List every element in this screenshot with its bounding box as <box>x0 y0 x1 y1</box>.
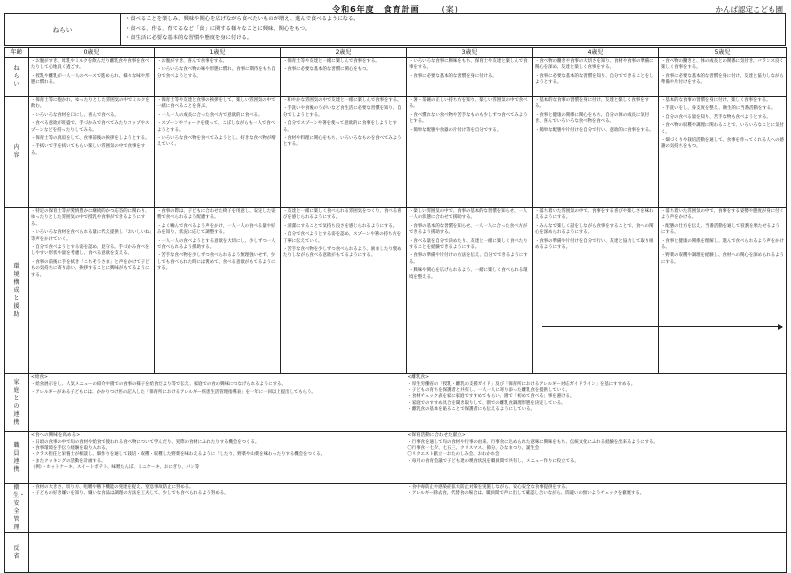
cell <box>29 208 155 374</box>
list-item: ・子どもの育ちを保護者と共有し、一人一人に寄り添った離乳食を提供していく。 <box>407 388 570 393</box>
list-item: ・野菜の収穫や調理を経験し、食材への関心を深められるようにする。 <box>661 253 784 265</box>
cell <box>281 58 407 97</box>
list-item: ・食事の準備や片付けを自分で行い、友達と協力して取り組めるようにする。 <box>535 238 654 251</box>
list-item: ・保育士等や友達と食事の挨拶をして、楽しい雰囲気の中で一緒に食べることを喜ぶ。 <box>157 98 276 110</box>
family-left <box>31 375 408 414</box>
list-item: ・保育士等に抱かれ、ゆったりとした雰囲気の中でミルクを飲む。 <box>31 98 150 110</box>
list-item: ・楽しい雰囲気の中で、食事の基本的な習慣を知らせ、一人一人の状態に合わせて援助する。 <box>409 209 528 221</box>
aims-line: ・食べることを楽しみ、興味や関心を広げながら食べたいものが増え、進んで食べるようになる。 <box>125 16 359 22</box>
list-item: ・食事の準備や片付けの方法を伝え、自分でできるようにする。 <box>409 253 528 265</box>
section-heading: <離乳食> <box>407 375 429 380</box>
list-item: 〇行事食一七夕、七五三、クリスマス、節分、ひなまつり、誕生会 <box>407 446 540 451</box>
row-family <box>5 374 787 432</box>
page-title: 令和6年度 食育計画 (案) <box>332 5 459 14</box>
row-staff <box>5 432 787 484</box>
org-name: かんば認定こども園 <box>715 5 783 14</box>
aims-line: ・食生活に必要な基本的な習慣や態度を身に付ける。 <box>125 35 253 41</box>
age-header: 3歳児 <box>407 48 533 58</box>
row-aims <box>5 58 787 97</box>
list-item: ・毎月の食育会議で子ども達の喫食状況を職員間で共有し、メニュー作りに役立てる。 <box>407 458 579 464</box>
cell <box>155 58 281 97</box>
list-item: ・配膳の仕方を伝え、当番活動を通して役割を果たせるようにする。 <box>661 223 780 236</box>
cell <box>29 97 155 208</box>
list-item: ・食事に必要な基本的な習慣を知り、自分でできることをしようとする。 <box>535 73 654 86</box>
list-item: ・行事食を通して旬の食材や行事の由来、行事食に込められた意味に興味をもち、伝統文化にふれる経験を出来るようにする。 <box>407 439 658 445</box>
cell <box>407 58 533 97</box>
list-item: ・落ち着いた雰囲気の中で、食事をする喜びや楽しさを味わえるようにする。 <box>535 209 654 221</box>
cell <box>659 58 787 97</box>
cell <box>659 208 787 374</box>
row-label: 反省 <box>5 533 29 573</box>
list-item: ・食事の際は、子どもに合わせた椅子を用意し、安定した姿勢で食べられるよう配慮する。 <box>157 209 276 221</box>
list-item: ・いろいろな食べ物の味や形態に慣れ、食事に期待をもち自分で食べようとする。 <box>157 67 276 79</box>
list-item: ・またクッキングの活動を計画する。 <box>31 458 106 464</box>
list-item: ・いろいろな食事に興味をもち、保育士や友達と楽しんで食事をする。 <box>409 59 528 71</box>
list-item: ・食事に必要な基本的な習慣を身に付け、友達と協力しながら準備や片付けをする。 <box>661 73 784 86</box>
list-item: ・食事と健康の関係を理解し、進んで食べられるよう声をかける。 <box>661 238 784 251</box>
list-item: ・手洗いや食後のうがいなど食生活に必要な習慣を知り、自分でしようとする。 <box>283 106 402 118</box>
cell <box>155 208 281 374</box>
cell <box>281 208 407 374</box>
row-reflection <box>5 533 787 573</box>
continuation-arrow <box>542 326 782 327</box>
row-label: 家庭との連携 <box>5 374 29 432</box>
age-header: 0歳児 <box>29 48 155 58</box>
row-label: 内容 <box>5 97 29 208</box>
list-item: ・落ち着いた雰囲気の中で、食事をする姿勢や態度が身に付くよう声をかける。 <box>661 209 784 221</box>
list-item: ・お腹がすき、母乳やミルクを飲んだり離乳食や食事を食べたりして心地良く過ごす。 <box>31 59 150 71</box>
aims-line: ・食べる、作る、育てるなど「食」に関する様々なことに興味、関心をもつ。 <box>125 25 311 32</box>
age-header: 1歳児 <box>155 48 281 58</box>
row-safety <box>5 484 787 533</box>
list-item: ・クラス担任と栄養士が相談し、畑作りを通して栽培・収穫・収穫した野菜を味わえるように「したり、野菜や山菜を味わったりする機会をつくる。 <box>31 452 326 458</box>
list-item: ・食べる意欲が旺盛で、手づかみで食べてみたりコップやスプーンなどを持ったりしてみる。 <box>31 121 150 133</box>
list-item: ・食べる量を自分で決めたり、友達と一緒に楽しく食べたりすることを経験できるようにする。 <box>409 238 528 251</box>
list-item: ・簡単な配膳や片付けを自分で行い、意欲的に食事をする。 <box>535 127 654 133</box>
list-item: ・自分で食べようとする姿を認め、スプーンや箸の持ち方を丁寧に伝えていく。 <box>283 232 402 244</box>
section-heading: <給食> <box>31 375 48 380</box>
list-item: ・食べ物の働きと、体の成長との関係に気付き、バランス良く楽しく食事をする。 <box>661 59 784 71</box>
list-item: ・簡単な配膳や食器の片付け等を自分でする。 <box>409 127 502 133</box>
family-right <box>408 375 785 414</box>
list-item: ・食中毒防止や感染症拡大防止対策を実施しながら、安心安全な食事提供をする。 <box>407 485 570 490</box>
aims-text <box>121 14 785 45</box>
cell <box>155 97 281 208</box>
family-cell <box>29 374 787 432</box>
row-label: ねらい <box>5 58 29 97</box>
row-label: 環境構成と援助 <box>5 208 29 374</box>
list-item: ・保育士等や友達と一緒に楽しんで食事をする。 <box>283 59 380 64</box>
list-item: ・食べ物の働きや食事の大切さを知り、食材や食事の準備に関心を深め、友達と楽しく食事をする。 <box>535 59 654 71</box>
list-item: ・アレルギーがある子どもには、かかりつけ医の記入した「保育所におけるアレルギー疾患生活管理指導表」を一年に一回以上提出してもらう。 <box>31 390 316 395</box>
age-header: 5歳児 <box>659 48 787 58</box>
list-item: （例）・ホットケーキ、スイートポテト、味噌たんぽ、ミニケーキ、おにぎり、パン等 <box>31 465 200 471</box>
list-item: ・基本的な食事の習慣を身に付け、楽しく食事をする。 <box>661 98 771 103</box>
list-item: ・手洗いをし、身支度を整え、衛生的に当番活動をする。 <box>661 106 776 112</box>
list-item: ・日頃の食事の中で旬の食材や給食で使われる食べ物について学んだり、実際の食材にふれたりする機会をつくる。 <box>31 439 260 445</box>
list-item: ・基本的な食事の習慣を身に付け、友達と楽しく食事をする。 <box>535 98 649 110</box>
aims-label: ねらい <box>5 14 121 45</box>
list-item: ・いろいろな食材を口にし、喜んで食べる。 <box>31 112 119 118</box>
list-item: ・厚生労働省の「授乳・離乳の支援ガイド」及び「保育所におけるアレルギー対応ガイドライン」を基にすすめる。 <box>407 381 636 387</box>
plan-table <box>4 47 787 573</box>
staff-left <box>31 433 408 472</box>
section-heading: <保育活動に合わせた献立> <box>407 433 466 438</box>
corner-cell: 年齢 <box>5 48 29 58</box>
cell <box>407 97 533 208</box>
list-item: ・家庭でのすすめ具合を聞き取りして、園での離乳食調理形態を決定している。 <box>407 400 566 406</box>
list-item: ・和やかな雰囲気の中で友達と一緒に楽しんで食事をする。 <box>283 98 402 103</box>
reflection-cell[interactable] <box>29 533 787 573</box>
list-item: 〇リクエスト献立一おたのしみ会、おわかれ会 <box>407 452 500 458</box>
header-row <box>5 48 787 58</box>
list-item: ・自分で食べようとする姿を認め、見守る。手づかみ食べをしやすい形状や量を考慮し、食べる意欲を支える。 <box>31 245 150 257</box>
cell <box>407 208 533 374</box>
list-item: ・食べ物の収穫や調理に関わることで、いろいろなことに気付く。 <box>661 123 784 135</box>
age-header: 4歳児 <box>533 48 659 58</box>
cell <box>29 58 155 97</box>
list-item: ・苦手な食べ物を少しずつ食べられるよう無理強いせず、少しでも食べられた時には褒めて、食べる意欲がもてるようにする。 <box>157 253 276 272</box>
cell <box>281 97 407 208</box>
list-item: ・友達と一緒に楽しく食べられる雰囲気をつくり、食べる喜びを感じられるようにする。 <box>283 209 402 221</box>
list-item: ・食事の基本的な習慣を知らせ、一人一人に合った食べ方ができるよう援助する。 <box>409 223 528 236</box>
list-item: ・食材の大きさ、切り方、咀嚼や嚥下機能の発達を捉え、窒息事故防止に努める。 <box>31 485 194 490</box>
cell <box>533 208 659 374</box>
list-item: ・食材や料理に関心をもち、いろいろなものを食べてみようとする。 <box>283 136 402 148</box>
list-item: ・食事と健康の関係に関心をもち、自分の体の成長に気付き、喜んでいろいろな食べ物を食べる。 <box>535 112 650 125</box>
cell <box>533 97 659 208</box>
list-item: ・いろいろな食べ物を食べてみようとし、好きな食べ物が増えていく。 <box>157 136 276 148</box>
section-heading: <食への興味を高める> <box>31 433 81 438</box>
list-item: ・離乳食の基本を貼ることで保護者にも伝えるようにしている。 <box>407 407 535 413</box>
safety-right <box>408 485 785 498</box>
list-item: ・食べ慣れない食べ物や苦手なものも少しずつ食べてみようとする。 <box>409 112 528 125</box>
list-item: ・清潔にすることで気持ち良さを感じられるようにする。 <box>283 223 398 229</box>
list-item: ・手拭いで手を拭いてもらい楽しい雰囲気の中で食事をする。 <box>31 144 146 156</box>
safety-left <box>31 485 408 498</box>
list-item: ・食事環境を手伝う経験を取り入れる。 <box>31 446 111 451</box>
age-header: 2歳児 <box>281 48 407 58</box>
list-item: ・自分でスプーンや箸を使って意欲的に食事をしようとする。 <box>283 121 397 133</box>
list-item: ・子どもの好き嫌いを知り、嫌いな食品は調理の方法を工夫して、少しでも食べられるよう努める。 <box>31 491 229 497</box>
list-item: ・スプーンやフォークを使って、こぼしながらも一人で食べようとする。 <box>157 121 276 133</box>
list-item: ・食材チェック表を家に家庭ですすめてもらい、園で「初めて食べる」事を避ける。 <box>407 394 575 400</box>
aims-box <box>4 13 786 46</box>
row-content <box>5 97 787 208</box>
list-item: ・特定の保育士等が愛情豊かに継続的かつ応答的に関わり、ゆったりとした雰囲気の中で授乳や食事ができるようにする。 <box>31 209 150 227</box>
list-item: ・一人一人の食べようとする意欲を大切にし、少しずつ一人で食べられるよう援助する。 <box>157 238 276 251</box>
list-item: ・食事の前後に手を拭き「こちそうさま」と声をかけて子どもの気持ちに寄り添い、挨拶することに興味がもてるようにする。 <box>31 259 150 278</box>
row-environment <box>5 208 787 374</box>
staff-right <box>408 433 785 472</box>
list-item: ・保育士等の真似をして、食事前後の挨拶をしようとする。 <box>31 136 150 142</box>
list-item: ・食事に必要な基本的な習慣に関心をもつ。 <box>283 67 371 73</box>
list-item: ・よく噛んで食べるよう声をかけ、一人一人の食べる量や好みを知り、状況に応じて調整する。 <box>157 223 276 236</box>
cell <box>533 58 659 97</box>
list-item: ・いろいろな食材を食べられる量に代え提供し「おいしいね」等声をかけていく。 <box>31 230 152 242</box>
list-item: ・授乳や離乳が一人一人のペースで進められ、様々な味や形態に慣れる。 <box>31 73 150 86</box>
list-item: ・みんなで楽しく話をしながら食事をすることで、食への関心を深められるようにする。 <box>535 223 654 236</box>
staff-cell <box>29 432 787 484</box>
row-label: 職員連携 <box>5 432 29 484</box>
list-item: ・苦手な食べ物を少しずつ食べられるよう、励ましたり褒めたりしながら食べる意欲がもてるようにする。 <box>283 247 402 259</box>
list-item: ・アレルギー除去食、代替食の場合は、職員間で声に出して確認し合いながら、間違いの無いようチェックを徹底する。 <box>407 491 645 497</box>
list-item: ・自分の食べる量を知り、苦手な物も食べようとする。 <box>661 114 771 120</box>
list-item: ・興味や関心を広げられるよう、一緒に楽しく食べられる環境を整える。 <box>409 268 528 280</box>
list-item: ・食事に必要な基本的な習慣を身に付ける。 <box>409 73 497 79</box>
list-item: ・給食展示をし、人気メニューの紹介や園での食事の様子を給食だより等で伝え、家庭での食の興味につなげられるようにする。 <box>31 381 286 387</box>
list-item: ・お腹がすき、喜んで食事をする。 <box>157 59 228 64</box>
list-item: ・畑づくりや栽培活動を通して、食事を作ってくれる人への感謝の気持ちをもつ。 <box>661 138 784 150</box>
cell <box>659 97 787 208</box>
safety-cell <box>29 484 787 533</box>
row-label: 衛生・安全管理 <box>5 484 29 533</box>
list-item: ・一人一人の成長に合った食べ方で意欲的に食べる。 <box>157 112 263 118</box>
list-item: ・箸・茶碗の正しい持ち方を知り、楽しい雰囲気の中で食べる。 <box>409 98 528 110</box>
